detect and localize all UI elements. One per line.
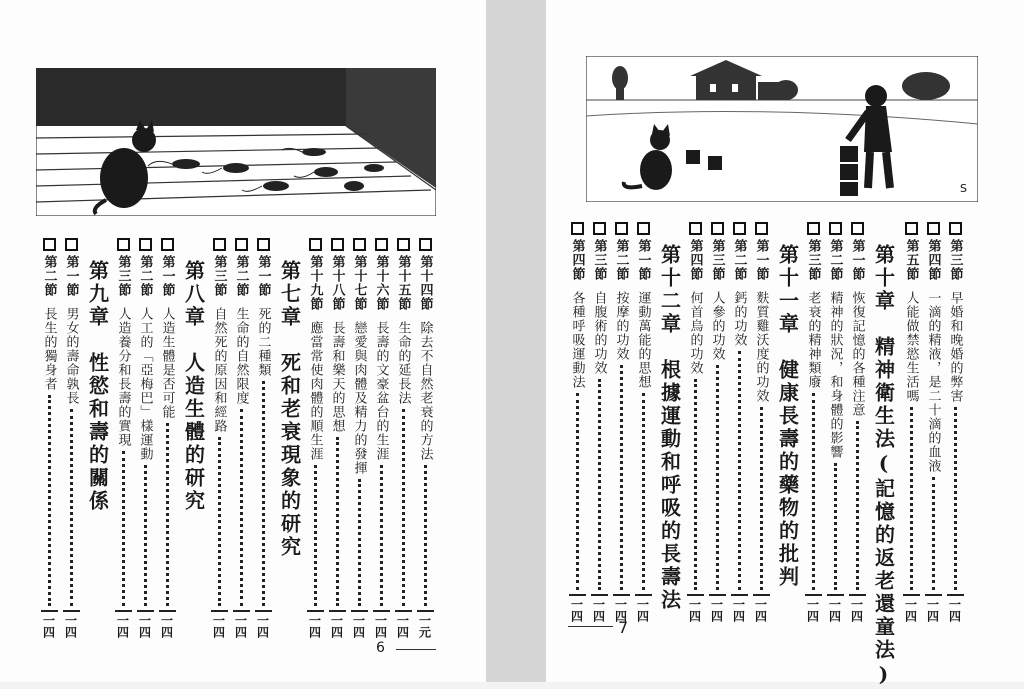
bullet-box-icon [419,238,432,251]
bullet-box-icon [637,222,650,235]
page-number: 6 [376,640,385,656]
toc-entry[interactable]: 第二節 生命的自然限度 一四 [230,238,252,638]
toc-entry[interactable]: 第二節 長生的獨身者 一四 [38,238,60,638]
cat-and-mice-illustration-icon [36,68,436,216]
toc-entry[interactable]: 第十四節 除去不自然老衰的方法 一元 [414,238,436,638]
toc-entry[interactable]: 第四節 一滴的精液，是二十滴的血液 一四 [922,222,944,622]
bullet-box-icon [571,222,584,235]
chapter-heading[interactable]: 第十一章 健康長壽的藥物的批判 [775,244,800,589]
bullet-box-icon [375,238,388,251]
toc-entry[interactable]: 第二節 鈣的功效 一四 [728,222,750,622]
bullet-box-icon [593,222,606,235]
bullet-box-icon [829,222,842,235]
toc-entry[interactable]: 第三節 自然死的原因和經路 一四 [208,238,230,638]
toc-entry[interactable]: 第三節 老衰的精神類廢 一四 [802,222,824,622]
toc-entry[interactable]: 第三節 人造養分和長壽的實現 一四 [112,238,134,638]
bullet-box-icon [139,238,152,251]
toc-entry[interactable]: 第十九節 應當常使肉體的順生涯 一四 [304,238,326,638]
right-page [546,0,1024,689]
toc-entry[interactable]: 第二節 按摩的功效 一四 [610,222,632,622]
bullet-box-icon [615,222,628,235]
toc-entry[interactable]: 第五節 人能做禁慾生活嗎 一四 [900,222,922,622]
toc-entry[interactable]: 第十七節 戀愛與肉體及精力的發揮 一四 [348,238,370,638]
bullet-box-icon [43,238,56,251]
toc-left [41,238,436,638]
bullet-box-icon [117,238,130,251]
bullet-box-icon [353,238,366,251]
bullet-box-icon [161,238,174,251]
bullet-box-icon [807,222,820,235]
artist-signature: S [960,182,967,195]
bullet-box-icon [733,222,746,235]
toc-entry[interactable]: 第一節 男女的壽命孰長 一四 [60,238,82,638]
toc-entry[interactable]: 第四節 何首烏的功效 一四 [684,222,706,622]
chapter-heading[interactable]: 第七章 死和老衰現象的研究 [277,260,302,559]
bullet-box-icon [905,222,918,235]
chapter-heading[interactable]: 第十二章 根據運動和呼吸的長壽法 [657,244,682,612]
bullet-box-icon [213,238,226,251]
bullet-box-icon [257,238,270,251]
toc-entry[interactable]: 第一節 運動萬能的思想 一四 [632,222,654,622]
toc-entry[interactable]: 第四節 各種呼吸運動法 一四 [566,222,588,622]
page-number: 7 [618,618,629,637]
bullet-box-icon [689,222,702,235]
toc-entry[interactable]: 第一節 人造生體是否可能 一四 [156,238,178,638]
toc-entry[interactable]: 第三節 人參的功效 一四 [706,222,728,622]
bullet-box-icon [331,238,344,251]
bullet-box-icon [397,238,410,251]
bullet-box-icon [851,222,864,235]
chapter-heading[interactable]: 第九章 性慾和壽的關係 [85,260,110,513]
bullet-box-icon [755,222,768,235]
toc-right [569,222,976,689]
bullet-box-icon [235,238,248,251]
chapter-heading[interactable]: 第八章 人造生體的研究 [181,260,206,513]
bullet-box-icon [949,222,962,235]
chapter-heading[interactable]: 第十章 精神衛生法(記憶的返老還童法) [871,244,896,689]
bullet-box-icon [65,238,78,251]
toc-entry[interactable]: 第三節 自腹術的功效 一四 [588,222,610,622]
toc-entry[interactable]: 第十八節 長壽和樂天的思想 一四 [326,238,348,638]
bullet-box-icon [711,222,724,235]
toc-entry[interactable]: 第一節 恢復記憶的各種注意 一四 [846,222,868,622]
cat-and-child-with-blocks-illustration-icon [586,56,978,202]
toc-entry[interactable]: 第十五節 生命的延長法 一四 [392,238,414,638]
book-gutter [486,0,546,682]
toc-entry[interactable]: 第十六節 長壽的文豪盆台的生涯 一四 [370,238,392,638]
bullet-box-icon [927,222,940,235]
toc-entry[interactable]: 第二節 精神的狀況，和身體的影響 一四 [824,222,846,622]
toc-entry[interactable]: 第三節 早婚和晚婚的弊害 一四 [944,222,966,622]
toc-entry[interactable]: 第一節 麩質雞沃度的功效 一四 [750,222,772,622]
bullet-box-icon [309,238,322,251]
toc-entry[interactable]: 第一節 死的二種類 一四 [252,238,274,638]
toc-entry[interactable]: 第二節 人工的「亞梅巴」樣運動 一四 [134,238,156,638]
left-page [0,0,486,682]
